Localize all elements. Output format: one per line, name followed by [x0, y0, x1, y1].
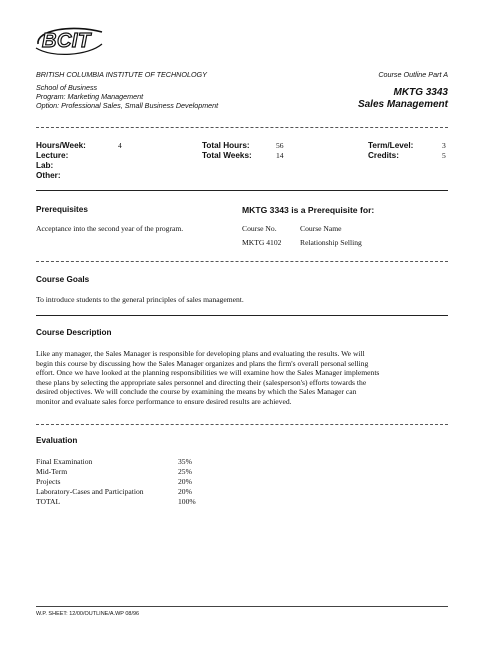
- lecture-label: Lecture:: [36, 151, 69, 160]
- total-hours-value: 56: [276, 141, 284, 150]
- term-level-label: Term/Level:: [368, 141, 414, 150]
- school-name: School of Business: [36, 83, 98, 92]
- credits-value: 5: [442, 151, 446, 160]
- prereq-for-heading: MKTG 3343 is a Prerequisite for:: [242, 205, 375, 215]
- evaluation-item: Mid-Term: [36, 467, 68, 476]
- other-label: Other:: [36, 171, 61, 180]
- institute-name: BRITISH COLUMBIA INSTITUTE OF TECHNOLOGY: [36, 70, 207, 79]
- evaluation-item: Projects: [36, 477, 61, 486]
- prerequisites-text: Acceptance into the second year of the program.: [36, 224, 184, 233]
- term-level-value: 3: [442, 141, 446, 150]
- evaluation-pct: 35%: [178, 457, 192, 466]
- program-name: Program: Marketing Management: [36, 92, 144, 101]
- goals-divider: [36, 315, 448, 316]
- evaluation-item: TOTAL: [36, 497, 61, 506]
- hours-week-value: 4: [118, 141, 122, 150]
- description-line: monitor and evaluate sales force performance to ensure desired results are achieved.: [36, 396, 292, 406]
- description-line: begin this course by discussing how the Sales Manager organizes and plans the firm's overall personal selling: [36, 358, 369, 368]
- logo-text: BCIT: [42, 30, 91, 52]
- footer-text: W.P. SHEET: 12/00/OUTLINE/A.WP 08/96: [36, 611, 140, 617]
- prereq-divider: [36, 261, 448, 262]
- total-weeks-label: Total Weeks:: [202, 151, 252, 160]
- course-goals-heading: Course Goals: [36, 275, 90, 284]
- total-hours-label: Total Hours:: [202, 141, 250, 150]
- course-code: MKTG 3343: [393, 87, 448, 98]
- prereq-row-course-no: MKTG 4102: [242, 238, 282, 247]
- credits-label: Credits:: [368, 151, 399, 160]
- header-divider: [36, 127, 448, 128]
- prereq-row-course-name: Relationship Selling: [300, 238, 362, 247]
- description-line: Like any manager, the Sales Manager is responsible for developing plans and evaluating the results. We will: [36, 349, 365, 358]
- description-line: effort. Once we have looked at the planning responsibilities we will examine how the Sales Manager implements: [36, 368, 380, 378]
- description-line: desired objectives. We will conclude the course by examining the means by which the Sales Manager can: [36, 387, 357, 397]
- description-divider: [36, 424, 448, 425]
- evaluation-item: Final Examination: [36, 457, 93, 466]
- evaluation-item: Laboratory-Cases and Participation: [36, 487, 144, 496]
- course-goals-text: To introduce students to the general principles of sales management.: [36, 295, 244, 304]
- description-line: these plans by selecting the appropriate sales personnel and directing their (salesperson's) efforts towards the: [36, 377, 367, 387]
- bcit-logo: [32, 22, 106, 62]
- course-title: Sales Management: [357, 99, 448, 110]
- lab-label: Lab:: [36, 161, 54, 170]
- evaluation-pct: 20%: [178, 487, 192, 496]
- evaluation-pct: 25%: [178, 467, 192, 476]
- course-description-heading: Course Description: [36, 328, 112, 337]
- hours-week-label: Hours/Week:: [36, 141, 86, 150]
- course-no-header: Course No.: [242, 224, 277, 233]
- evaluation-pct: 100%: [178, 497, 196, 506]
- footer-divider: [36, 606, 448, 607]
- hours-divider: [36, 190, 448, 191]
- outline-label: Course Outline Part A: [378, 70, 448, 79]
- course-name-header: Course Name: [300, 224, 342, 233]
- total-weeks-value: 14: [276, 151, 284, 160]
- option-name: Option: Professional Sales, Small Business Development: [36, 101, 219, 110]
- evaluation-heading: Evaluation: [36, 436, 78, 445]
- course-description-body: [36, 349, 448, 407]
- evaluation-pct: 20%: [178, 477, 192, 486]
- prerequisites-heading: Prerequisites: [36, 205, 88, 214]
